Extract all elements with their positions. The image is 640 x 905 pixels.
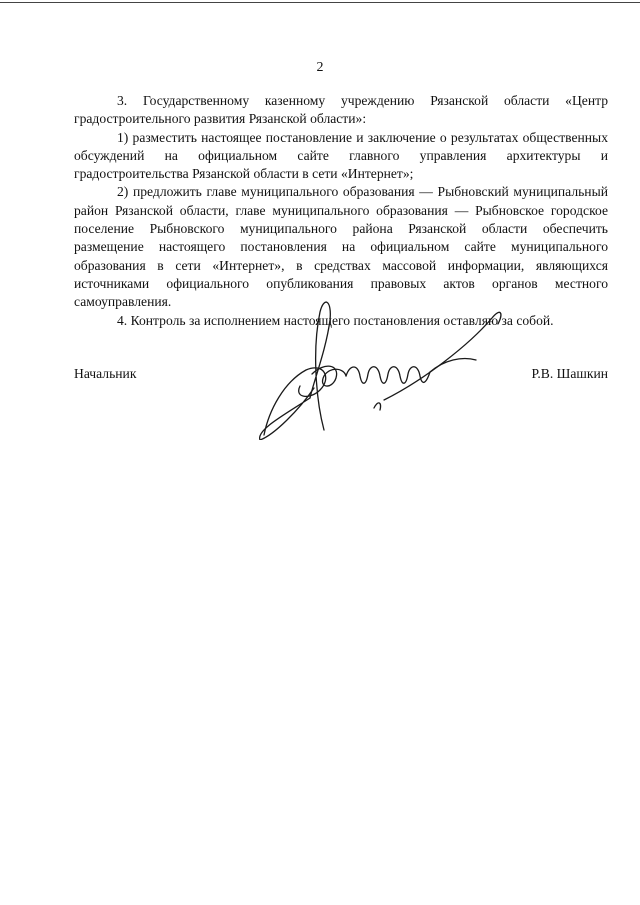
paragraph-3: 3. Государственному казенному учреждению Рязанской области «Центр градостроительного развития Рязанской области»:: [74, 93, 608, 127]
paragraph-3-2: 2) предложить главе муниципального образования — Рыбновский муниципальный район Рязанской области, главе муниципального образования — Рыбновское городское поселение Рыбновского муниципального района Рязанской области обеспечить размещение настоящего постановления на официальном сайте муниципального образования в сети «Интернет», в средствах массовой информации, являющихся источниками официального опубликования правовых актов органов местного самоуправления.: [74, 184, 608, 310]
top-border-line: [0, 2, 640, 3]
signature-block: [74, 362, 608, 442]
page-number: 2: [316, 60, 324, 75]
signer-name: Р.В. Шашкин: [531, 366, 608, 381]
paragraph-4: 4. Контроль за исполнением настоящего постановления оставляю за собой.: [117, 312, 554, 328]
signer-position: Начальник: [74, 366, 137, 381]
paragraph-3-1: 1) разместить настоящее постановление и заключение о результатах общественных обсуждений на официальном сайте главного управления архитектуры и градостроительства Рязанской области в сети «Интернет»;: [74, 129, 608, 182]
handwritten-signature: [254, 290, 514, 440]
